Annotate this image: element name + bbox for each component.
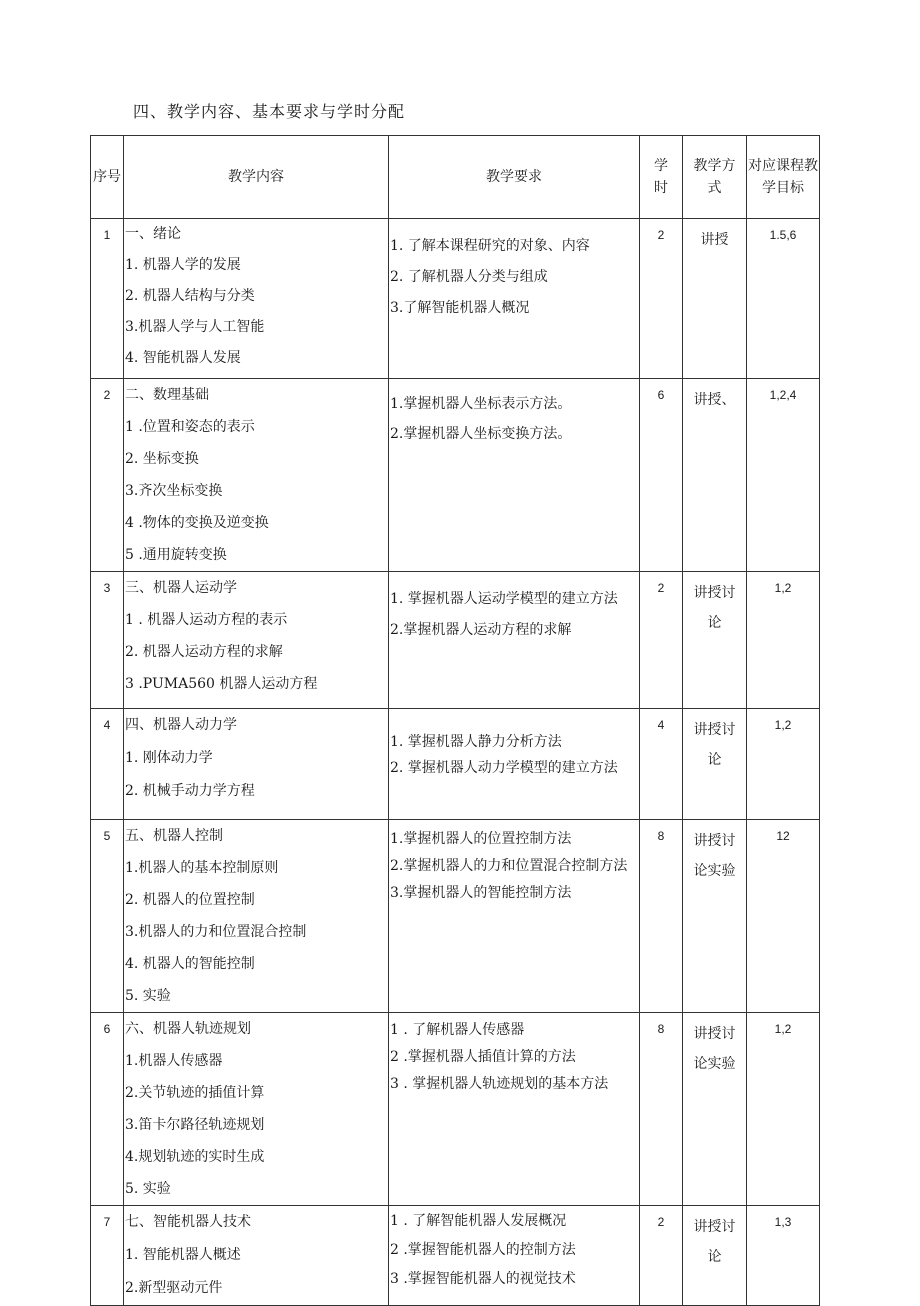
- objectives-cell: [747, 219, 820, 379]
- requirements-cell: [389, 709, 640, 820]
- method-value: 讲授、: [693, 392, 736, 408]
- hours-cell: [640, 709, 683, 820]
- teaching-schedule-table: [90, 135, 820, 1306]
- row-index-cell: [91, 379, 124, 572]
- objectives-value: 1,3: [774, 1215, 792, 1229]
- content-cell: [124, 572, 389, 709]
- content-line: 四、机器人动力学: [125, 717, 237, 733]
- content-line: 5. 实验: [125, 988, 171, 1004]
- row-index: 3: [103, 581, 111, 595]
- content-line: 1 .位置和姿态的表示: [125, 419, 255, 435]
- content-line: 2.新型驱动元件: [125, 1280, 223, 1296]
- row-index-cell: [91, 572, 124, 709]
- row-index: 2: [103, 388, 111, 402]
- objectives-value: 1.5,6: [769, 228, 797, 242]
- requirements-cell: [389, 219, 640, 379]
- method-cell: [683, 820, 747, 1013]
- content-line: 五、机器人控制: [125, 828, 223, 844]
- content-line: 4. 机器人的智能控制: [125, 956, 255, 972]
- content-cell: [124, 709, 389, 820]
- requirement-line: 1. 掌握机器人静力分析方法: [390, 734, 562, 750]
- method-cell: [683, 709, 747, 820]
- hours-value: 2: [657, 581, 665, 595]
- requirement-line: 3 .掌握智能机器人的视觉技术: [390, 1271, 576, 1287]
- content-line: 4. 智能机器人发展: [125, 350, 241, 366]
- requirement-line: 1.掌握机器人的位置控制方法: [390, 831, 572, 847]
- content-line: 2. 机械手动力学方程: [125, 783, 255, 799]
- method-value: 讲授: [700, 232, 729, 248]
- content-line: 2.关节轨迹的插值计算: [125, 1085, 265, 1101]
- content-line: 4 .物体的变换及逆变换: [125, 515, 269, 531]
- method-cell: [683, 572, 747, 709]
- content-cell: [124, 379, 389, 572]
- row-index: 5: [103, 829, 111, 843]
- row-index-cell: [91, 709, 124, 820]
- content-line: 3 .PUMA560 机器人运动方程: [125, 676, 318, 692]
- section-heading: 四、教学内容、基本要求与学时分配: [133, 102, 406, 121]
- method-value: 讲授讨论实验: [693, 1026, 736, 1072]
- content-line: 3.笛卡尔路径轨迹规划: [125, 1117, 265, 1133]
- method-cell: [683, 379, 747, 572]
- content-line: 1 . 机器人运动方程的表示: [125, 612, 288, 628]
- row-index: 6: [103, 1022, 111, 1036]
- method-cell: [683, 1206, 747, 1306]
- row-index-cell: [91, 1206, 124, 1306]
- row-index: 1: [103, 228, 111, 242]
- objectives-cell: [747, 572, 820, 709]
- header-content: 教学内容: [124, 136, 389, 219]
- objectives-value: 1,2: [774, 581, 792, 595]
- method-cell: [683, 219, 747, 379]
- objectives-cell: [747, 709, 820, 820]
- content-line: 2. 机器人的位置控制: [125, 892, 255, 908]
- table-row: [91, 379, 820, 572]
- table-row: [91, 709, 820, 820]
- objectives-cell: [747, 1013, 820, 1206]
- content-line: 七、智能机器人技术: [125, 1214, 251, 1230]
- hours-cell: [640, 379, 683, 572]
- objectives-cell: [747, 379, 820, 572]
- requirement-line: 2 .掌握机器人插值计算的方法: [390, 1049, 576, 1065]
- method-value: 讲授讨论实验: [693, 833, 736, 879]
- header-index: 序号: [91, 136, 124, 219]
- requirement-line: 1. 了解本课程研究的对象、内容: [390, 238, 590, 254]
- content-line: 2. 机器人结构与分类: [125, 288, 255, 304]
- hours-cell: [640, 1013, 683, 1206]
- hours-cell: [640, 1206, 683, 1306]
- requirement-line: 2.掌握机器人的力和位置混合控制方法: [390, 858, 628, 874]
- objectives-cell: [747, 820, 820, 1013]
- hours-value: 6: [657, 388, 665, 402]
- method-value: 讲授讨论: [693, 1219, 736, 1265]
- row-index-cell: [91, 219, 124, 379]
- table-row: [91, 572, 820, 709]
- requirement-line: 3.掌握机器人的智能控制方法: [390, 885, 572, 901]
- requirement-line: 2 .掌握智能机器人的控制方法: [390, 1242, 576, 1258]
- hours-value: 2: [657, 228, 665, 242]
- requirements-cell: [389, 379, 640, 572]
- content-line: 2. 机器人运动方程的求解: [125, 644, 283, 660]
- requirement-line: 2. 掌握机器人动力学模型的建立方法: [390, 760, 618, 776]
- header-method: 教学方式: [683, 136, 747, 219]
- hours-cell: [640, 572, 683, 709]
- objectives-value: 1,2,4: [769, 388, 797, 402]
- hours-value: 8: [657, 1022, 665, 1036]
- row-index-cell: [91, 1013, 124, 1206]
- method-cell: [683, 1013, 747, 1206]
- requirements-cell: [389, 1206, 640, 1306]
- method-value: 讲授讨论: [693, 722, 736, 768]
- content-cell: [124, 820, 389, 1013]
- content-line: 1. 智能机器人概述: [125, 1247, 241, 1263]
- hours-cell: [640, 219, 683, 379]
- content-line: 5 .通用旋转变换: [125, 547, 227, 563]
- content-line: 一、绪论: [125, 226, 181, 242]
- objectives-cell: [747, 1206, 820, 1306]
- requirement-line: 1 . 了解机器人传感器: [390, 1022, 525, 1038]
- table-row: [91, 1013, 820, 1206]
- header-hours: 学时: [640, 136, 683, 219]
- header-requirements: 教学要求: [389, 136, 640, 219]
- content-line: 2. 坐标变换: [125, 451, 199, 467]
- header-row: [91, 136, 820, 219]
- requirements-cell: [389, 572, 640, 709]
- content-line: 3.机器人学与人工智能: [125, 319, 265, 335]
- content-line: 3.齐次坐标变换: [125, 483, 223, 499]
- content-line: 三、机器人运动学: [125, 580, 237, 596]
- hours-value: 4: [657, 718, 665, 732]
- objectives-value: 1,2: [774, 1022, 792, 1036]
- requirement-line: 1. 掌握机器人运动学模型的建立方法: [390, 591, 618, 607]
- requirement-line: 1 . 了解智能机器人发展概况: [390, 1213, 567, 1229]
- row-index: 4: [103, 718, 111, 732]
- content-line: 1.机器人的基本控制原则: [125, 860, 279, 876]
- hours-cell: [640, 820, 683, 1013]
- requirements-cell: [389, 820, 640, 1013]
- hours-value: 8: [657, 829, 665, 843]
- hours-value: 2: [657, 1215, 665, 1229]
- content-line: 4.规划轨迹的实时生成: [125, 1149, 265, 1165]
- requirement-line: 2.掌握机器人运动方程的求解: [390, 622, 572, 638]
- method-value: 讲授讨论: [693, 585, 736, 631]
- requirement-line: 3 . 掌握机器人轨迹规划的基本方法: [390, 1076, 609, 1092]
- requirement-line: 2.掌握机器人坐标变换方法。: [390, 426, 572, 442]
- header-objectives: 对应课程教学目标: [747, 136, 820, 219]
- objectives-value: 12: [776, 829, 790, 843]
- content-cell: [124, 1013, 389, 1206]
- row-index: 7: [103, 1215, 111, 1229]
- content-cell: [124, 219, 389, 379]
- requirement-line: 1.掌握机器人坐标表示方法。: [390, 396, 572, 412]
- content-line: 1.机器人传感器: [125, 1053, 223, 1069]
- table-row: [91, 1206, 820, 1306]
- table-row: [91, 219, 820, 379]
- content-line: 5. 实验: [125, 1181, 171, 1197]
- requirement-line: 2. 了解机器人分类与组成: [390, 269, 548, 285]
- objectives-value: 1,2: [774, 718, 792, 732]
- table-row: [91, 820, 820, 1013]
- row-index-cell: [91, 820, 124, 1013]
- requirements-cell: [389, 1013, 640, 1206]
- content-cell: [124, 1206, 389, 1306]
- content-line: 六、机器人轨迹规划: [125, 1021, 251, 1037]
- content-line: 二、数理基础: [125, 387, 209, 403]
- requirement-line: 3.了解智能机器人概况: [390, 300, 530, 316]
- content-line: 1. 机器人学的发展: [125, 257, 241, 273]
- content-line: 3.机器人的力和位置混合控制: [125, 924, 307, 940]
- content-line: 1. 刚体动力学: [125, 750, 213, 766]
